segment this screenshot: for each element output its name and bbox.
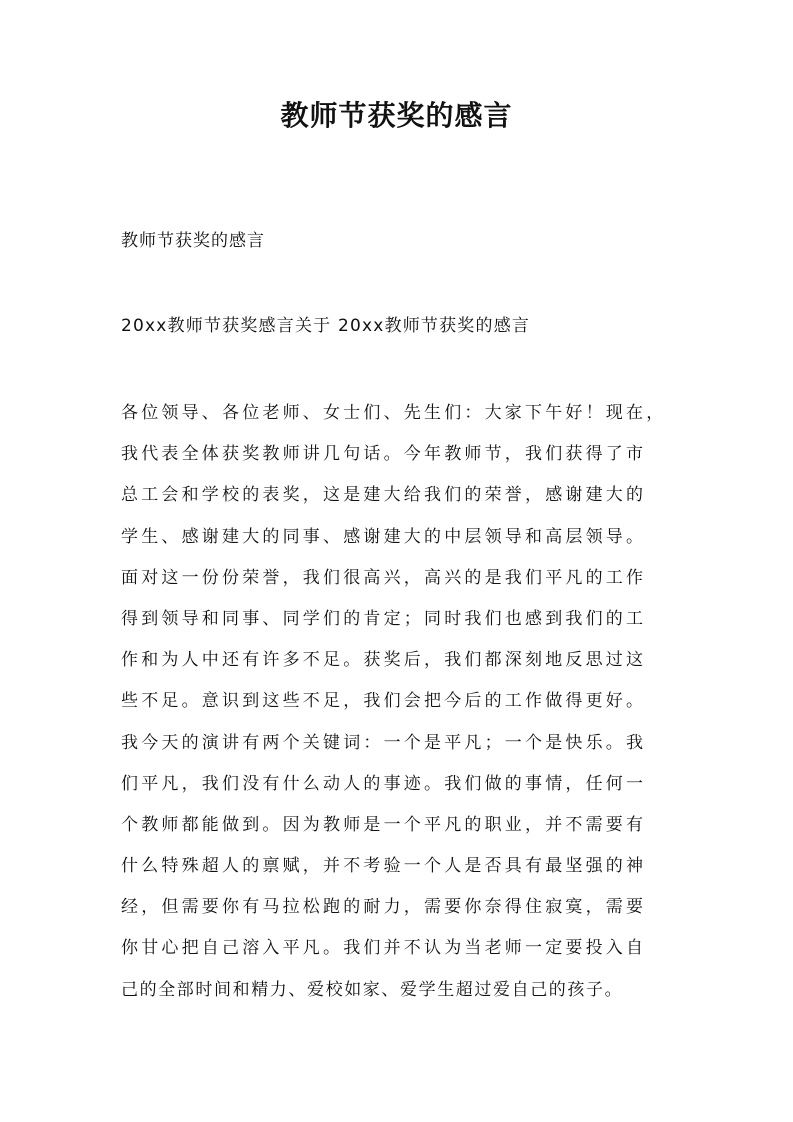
body-line-3: 总工会和学校的表奖，这是建大给我们的荣誉，感谢建大的 [121, 485, 647, 506]
body-line-11: 个教师都能做到。因为教师是一个平凡的职业，并不需要有 [121, 814, 647, 835]
document-title: 教师节获奖的感言 [280, 99, 513, 132]
body-line-8: 些不足。意识到这些不足，我们会把今后的工作做得更好。 [121, 691, 647, 712]
body-line-4: 学生、感谢建大的同事、感谢建大的中层领导和高层领导。 [121, 526, 647, 547]
body-line-5: 面对这一份份荣誉，我们很高兴，高兴的是我们平凡的工作 [121, 567, 647, 588]
body-line-2: 我代表全体获奖教师讲几句话。今年教师节，我们获得了市 [121, 444, 647, 465]
body-line-9: 我今天的演讲有两个关键词：一个是平凡；一个是快乐。我 [121, 732, 647, 753]
body-line-6: 得到领导和同事、同学们的肯定；同时我们也感到我们的工 [121, 608, 647, 629]
body-line-10: 们平凡，我们没有什么动人的事迹。我们做的事情，任何一 [121, 773, 647, 794]
body-line-7: 作和为人中还有许多不足。获奖后，我们都深刻地反思过这 [121, 650, 647, 671]
body-line-12: 什么特殊超人的禀赋，并不考验一个人是否具有最坚强的神 [121, 856, 647, 877]
body-line-13: 经，但需要你有马拉松跑的耐力，需要你奈得住寂寞，需要 [121, 897, 647, 918]
body-paragraph [121, 393, 681, 1011]
body-line-14: 你甘心把自己溶入平凡。我们并不认为当老师一定要投入自 [121, 938, 647, 959]
body-line-1: 各位领导、各位老师、女士们、先生们：大家下午好！现在， [121, 403, 667, 423]
document-subheading: 20xx教师节获奖感言关于 20xx教师节获奖的感言 [121, 316, 531, 336]
document-subtitle: 教师节获奖的感言 [121, 231, 265, 251]
body-line-15: 己的全部时间和精力、爱校如家、爱学生超过爱自己的孩子。 [121, 979, 624, 1000]
